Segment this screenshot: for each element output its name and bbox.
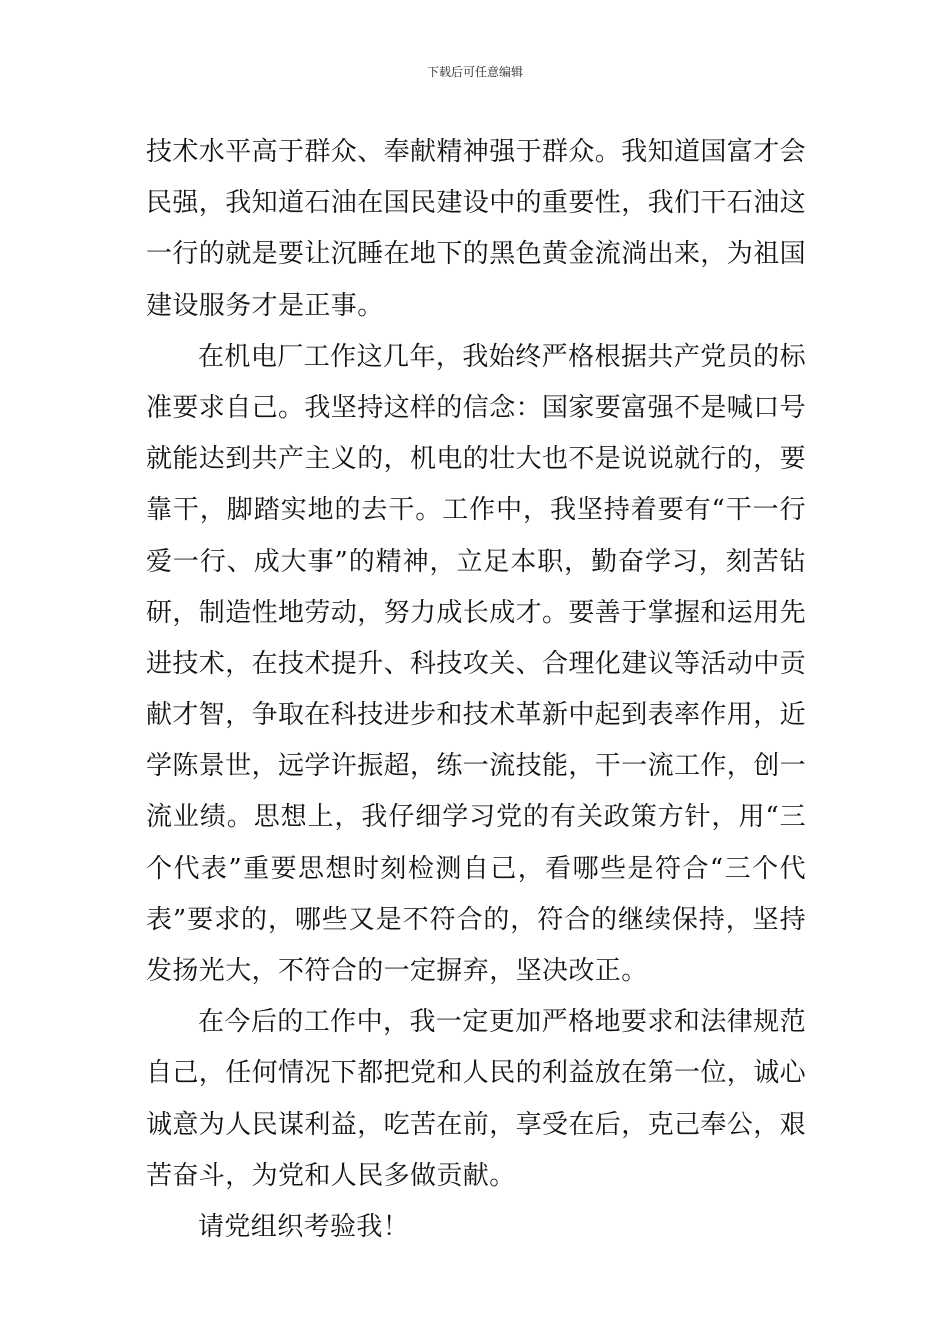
text-line: 诚意为人民谋利益，吃苦在前，享受在后，克己奉公，艰 <box>146 1109 807 1140</box>
text-line: 研，制造性地劳动，努力成长成才。要善于掌握和运用先 <box>146 597 807 628</box>
page-header: 下载后可任意编辑 <box>426 65 523 79</box>
text-line: 准要求自己。我坚持这样的信念：国家要富强不是喊口号 <box>146 392 807 423</box>
text-line: 在今后的工作中，我一定更加严格地要求和法律规范 <box>198 1007 806 1038</box>
text-line: 苦奋斗，为党和人民多做贡献。 <box>146 1160 516 1191</box>
document-body <box>146 127 806 1253</box>
text-line: 表”要求的，哪些又是不符合的，符合的继续保持，坚持 <box>146 904 806 935</box>
text-line: 一行的就是要让沉睡在地下的黑色黄金流淌出来，为祖国 <box>146 239 807 270</box>
text-line: 技术水平高于群众、奉献精神强于群众。我知道国富才会 <box>146 137 807 167</box>
text-line: 建设服务才是正事。 <box>146 290 384 321</box>
paragraph <box>146 997 806 1202</box>
paragraph <box>146 332 806 997</box>
paragraph <box>146 1202 806 1253</box>
text-line: 流业绩。思想上，我仔细学习党的有关政策方针，用“三 <box>146 802 806 833</box>
text-line: 爱一行、成大事”的精神，立足本职，勤奋学习，刻苦钻 <box>146 546 806 577</box>
text-line: 个代表”重要思想时刻检测自己，看哪些是符合“三个代 <box>146 853 806 884</box>
text-line: 发扬光大，不符合的一定摒弃，坚决改正。 <box>146 956 648 986</box>
text-line: 献才智，争取在科技进步和技术革新中起到表率作用，近 <box>146 700 807 731</box>
text-line: 就能达到共产主义的，机电的壮大也不是说说就行的，要 <box>146 444 807 475</box>
text-line: 学陈景世，远学许振超，练一流技能，干一流工作，创一 <box>146 751 807 782</box>
text-line: 自己，任何情况下都把党和人民的利益放在第一位，诚心 <box>146 1058 807 1089</box>
paragraph <box>146 127 806 332</box>
text-line: 靠干，脚踏实地的去干。工作中，我坚持着要有“干一行 <box>146 495 806 526</box>
text-line: 民强，我知道石油在国民建设中的重要性，我们干石油这 <box>146 188 807 219</box>
text-line: 在机电厂工作这几年，我始终严格根据共产党员的标 <box>198 341 806 372</box>
text-line: 请党组织考验我！ <box>198 1211 410 1242</box>
text-line: 进技术，在技术提升、科技攻关、合理化建议等活动中贡 <box>146 648 807 679</box>
